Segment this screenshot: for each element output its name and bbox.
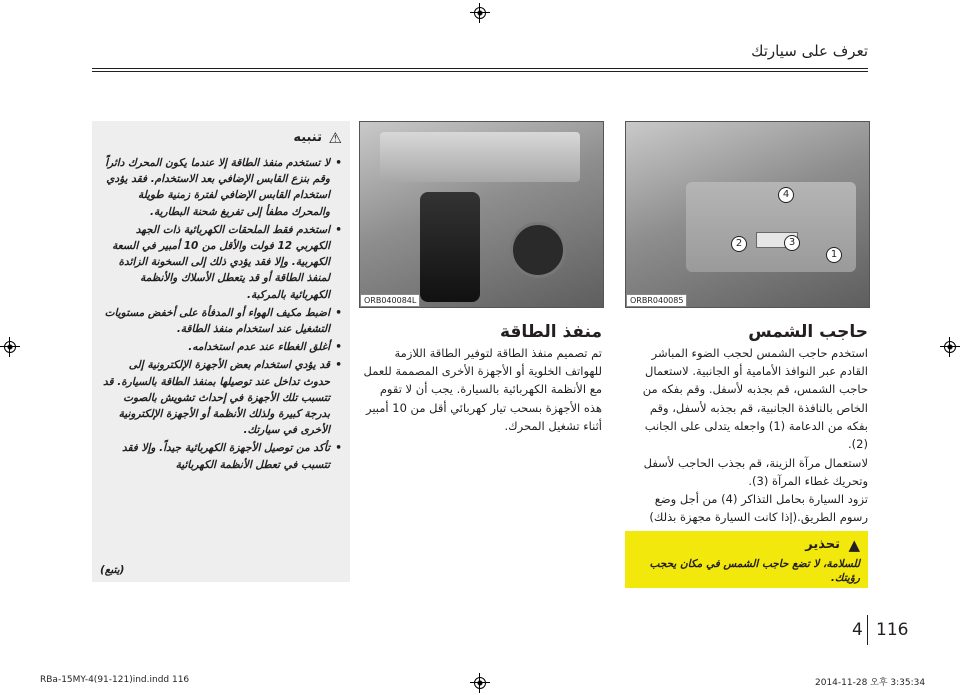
registration-mark [0,337,20,357]
registration-mark [940,337,960,357]
caution-triangle-icon: ⚠ [328,129,342,147]
caution-item: • اضبط مكيف الهواء أو المدفأة على أخفض مستويات التشغيل عند استخدام منفذ الطاقة. [102,305,342,337]
registration-mark [470,3,490,23]
chapter-title: تعرف على سيارتك [751,42,868,60]
warning-title [805,537,860,552]
sun-visor-para-3: تزود السيارة بحامل التذاكر (4) من أجل وضع رسوم الطريق.(إذا كانت السيارة مجهزة بذلك) [649,492,868,525]
sun-visor-photo [625,121,870,308]
caution-box [92,121,350,582]
page-number: 116 [876,620,909,640]
photo-code: ORB040084L [360,294,420,307]
callout-3: 3 [784,235,800,251]
page-number-divider [867,615,868,645]
callout-2: 2 [731,236,747,252]
chapter-number: 4 [852,620,863,640]
sun-visor-heading: حاجب الشمس [748,322,868,342]
outlet-shape [510,222,566,278]
caution-item: • لا تستخدم منفذ الطاقة إلا عندما يكون المحرك دائراً وقم بنزع القابس الإضافي بعد الاستخدام. فقد يؤدي استخدام القابس الإضافي لفترة زمنية طويلة والمحرك مطفأ إلى تفريغ شحنة البطارية. [102,155,342,220]
warning-triangle-icon: ▲ [848,536,860,554]
caution-list [102,155,342,475]
footer-file: RBa-15MY-4(91-121)ind.indd 116 [40,675,190,685]
sun-visor-para-1: استخدم حاجب الشمس لحجب الضوء المباشر القادم عبر النوافذ الأمامية أو الجانبية. لاستعمال حاجب الشمس، قم بجذبه لأسفل. وقم بفكه من الخاص بالنافذة الجانبية، قم بجذبه لأسفل، وقم بفكه من الدعامة (1) واجعله يتدلى على الجانب (2). [642,346,868,452]
callout-4: 4 [778,187,794,203]
caution-item: • أغلق الغطاء عند عدم استخدامه. [102,339,342,355]
caution-item: • قد يؤدي استخدام بعض الأجهزة الإلكترونية إلى حدوث تداخل عند توصيلها بمنفذ الطاقة بالسيارة. قد تتسبب تلك الأجهزة في إحداث تشويش بالصوت بدرجة كبيرة ولذلك الأنظمة أو الأجهزة الإلكترونية الأخرى في سيارتك. [102,357,342,438]
callout-1: 1 [826,247,842,263]
continued-label: (يتبع) [100,564,125,576]
warning-box [625,531,868,588]
sun-visor-para-2: لاستعمال مرآة الزينة، قم بجذب الحاجب لأسفل وتحريك غطاء المرآة (3). [643,456,868,489]
header-rule [92,68,868,72]
shift-lever-shape [420,192,480,302]
console-shape [380,132,580,182]
power-outlet-photo [359,121,604,308]
caution-item: • استخدم فقط الملحقات الكهربائية ذات الجهد الكهربي 12 فولت والأقل من 10 أمبير في السعة الكهربية. وإلا فقد يؤدي ذلك إلى السخونة الزائدة لمنفذ الطاقة أو قد يتعطل الأسلاك والأنظمة الكهربائية بالمركبة. [102,222,342,303]
caution-item: • تأكد من توصيل الأجهزة الكهربائية جيداً. وإلا فقد تتسبب في تعطل الأنظمة الكهربائية [102,440,342,472]
photo-code: ORBR040085 [626,294,687,307]
footer-date: 2014-11-28 오후 3:35:34 [815,678,926,688]
power-outlet-heading: منفذ الطاقة [499,322,602,342]
warning-text: للسلامة، لا تضع حاجب الشمس في مكان يحجب رؤيتك. [649,558,860,584]
warning-title-text: تحذير [805,537,840,552]
power-outlet-para: تم تصميم منفذ الطاقة لتوفير الطاقة اللازمة للهواتف الخلوية أو الأجهزة الأخرى المصممة للعمل مع الأنظمة الكهربائية بالسيارة. يجب أن لا تقوم هذه الأجهزة بسحب تيار كهربائي أقل من 10 أمبير أثناء تشغيل المحرك. [363,346,602,433]
caution-title [293,130,342,145]
caution-title-text: تنبيه [293,130,322,145]
registration-mark [470,673,490,693]
